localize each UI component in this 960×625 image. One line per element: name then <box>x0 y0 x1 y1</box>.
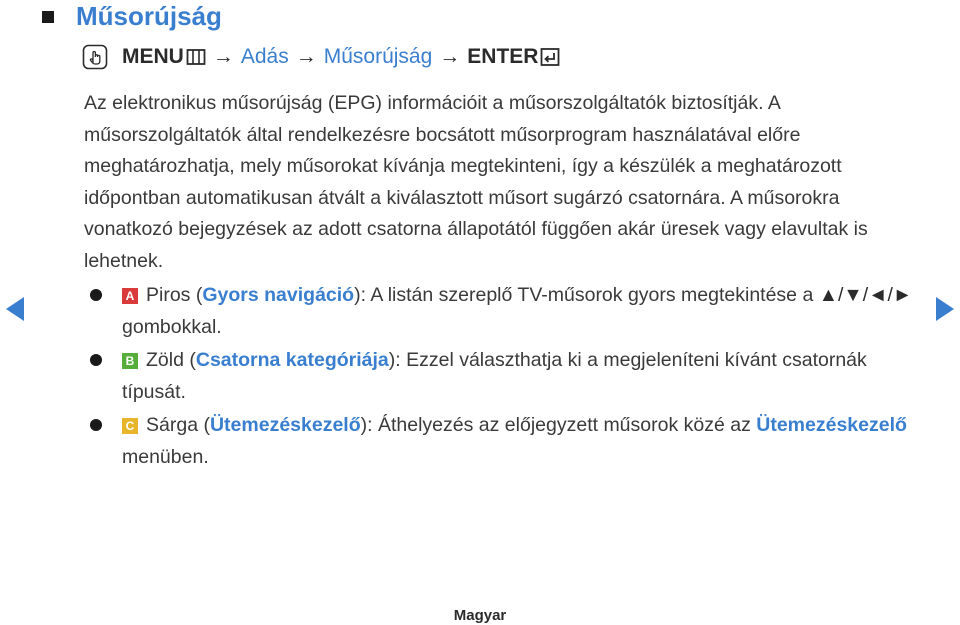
feature-gyors-navigacio[interactable]: Gyors navigáció <box>202 284 355 306</box>
menu-icon <box>186 47 206 67</box>
path-arrow: → <box>295 45 317 68</box>
previous-page-icon[interactable] <box>6 297 24 321</box>
hand-pointer-icon <box>82 44 108 70</box>
item-text-end: gombokkal. <box>122 315 222 338</box>
list-item-red <box>84 280 914 343</box>
item-text-end: menüben. <box>122 445 209 468</box>
footer-language: Magyar <box>453 607 507 624</box>
path-arrow: → <box>439 45 461 68</box>
feature-csatorna-kategoriaja[interactable]: Csatorna kategóriája <box>195 349 389 371</box>
paren: ( <box>183 349 196 371</box>
path-menu-label: MENU <box>122 45 184 68</box>
paren: ): <box>360 414 378 436</box>
paren: ( <box>198 414 210 436</box>
color-name: Zöld <box>146 349 184 371</box>
list-item-yellow <box>84 410 914 473</box>
color-key-list <box>84 280 914 475</box>
bullet-dot <box>90 289 102 301</box>
title-row <box>42 0 222 32</box>
paren: ): <box>354 284 371 306</box>
item-text: Áthelyezés az előjegyzett műsorok közé az <box>377 414 751 436</box>
green-b-key-icon: B <box>122 353 138 369</box>
link-utemezeskezelo[interactable]: Ütemezéskezelő <box>756 414 907 436</box>
path-step-musorujsag[interactable]: Műsorújság <box>323 45 433 68</box>
yellow-c-key-icon: C <box>122 418 138 434</box>
paren: ): <box>388 349 407 371</box>
item-text: Ezzel választhatja ki a megjeleníteni kívánt csatornák típusát. <box>122 349 867 403</box>
feature-utemezeskezelo[interactable]: Ütemezéskezelő <box>209 414 361 436</box>
description-paragraph: Az elektronikus műsorújság (EPG) információit a műsorszolgáltatók biztosítják. A műsorszolgáltatók által rendelkezésre bocsátott műsorprogram használatával előre meghatározhatja, mely műsorokat kívánja megtekinteni, így a készülék a meghatározott időpontban automatikusan átvált a kiválasztott műsort sugárzó csatornára. A műsorokra vonatkozó bejegyzések az adott csatorna állapotától függően akár üresek vagy elavultak is lehetnek. <box>84 92 868 272</box>
path-enter-label: ENTER <box>467 45 539 68</box>
color-name: Sárga <box>146 414 199 436</box>
menu-path <box>82 42 560 72</box>
color-name: Piros <box>146 284 191 306</box>
bullet-dot <box>90 419 102 431</box>
red-a-key-icon: A <box>122 288 138 304</box>
list-item-green <box>84 345 914 408</box>
enter-icon <box>540 47 560 67</box>
path-step-adas[interactable]: Adás <box>240 45 289 68</box>
title-square-icon <box>42 11 54 23</box>
item-text: A listán szereplő TV-műsorok gyors megtekintése a <box>370 284 814 306</box>
page-title: Műsorújság <box>76 0 222 31</box>
arrow-keys-icon: ▲/▼/◄/► <box>818 284 913 306</box>
next-page-icon[interactable] <box>936 297 954 321</box>
bullet-dot <box>90 354 102 366</box>
description <box>84 88 914 277</box>
path-arrow: → <box>212 45 234 68</box>
paren: ( <box>190 284 203 306</box>
